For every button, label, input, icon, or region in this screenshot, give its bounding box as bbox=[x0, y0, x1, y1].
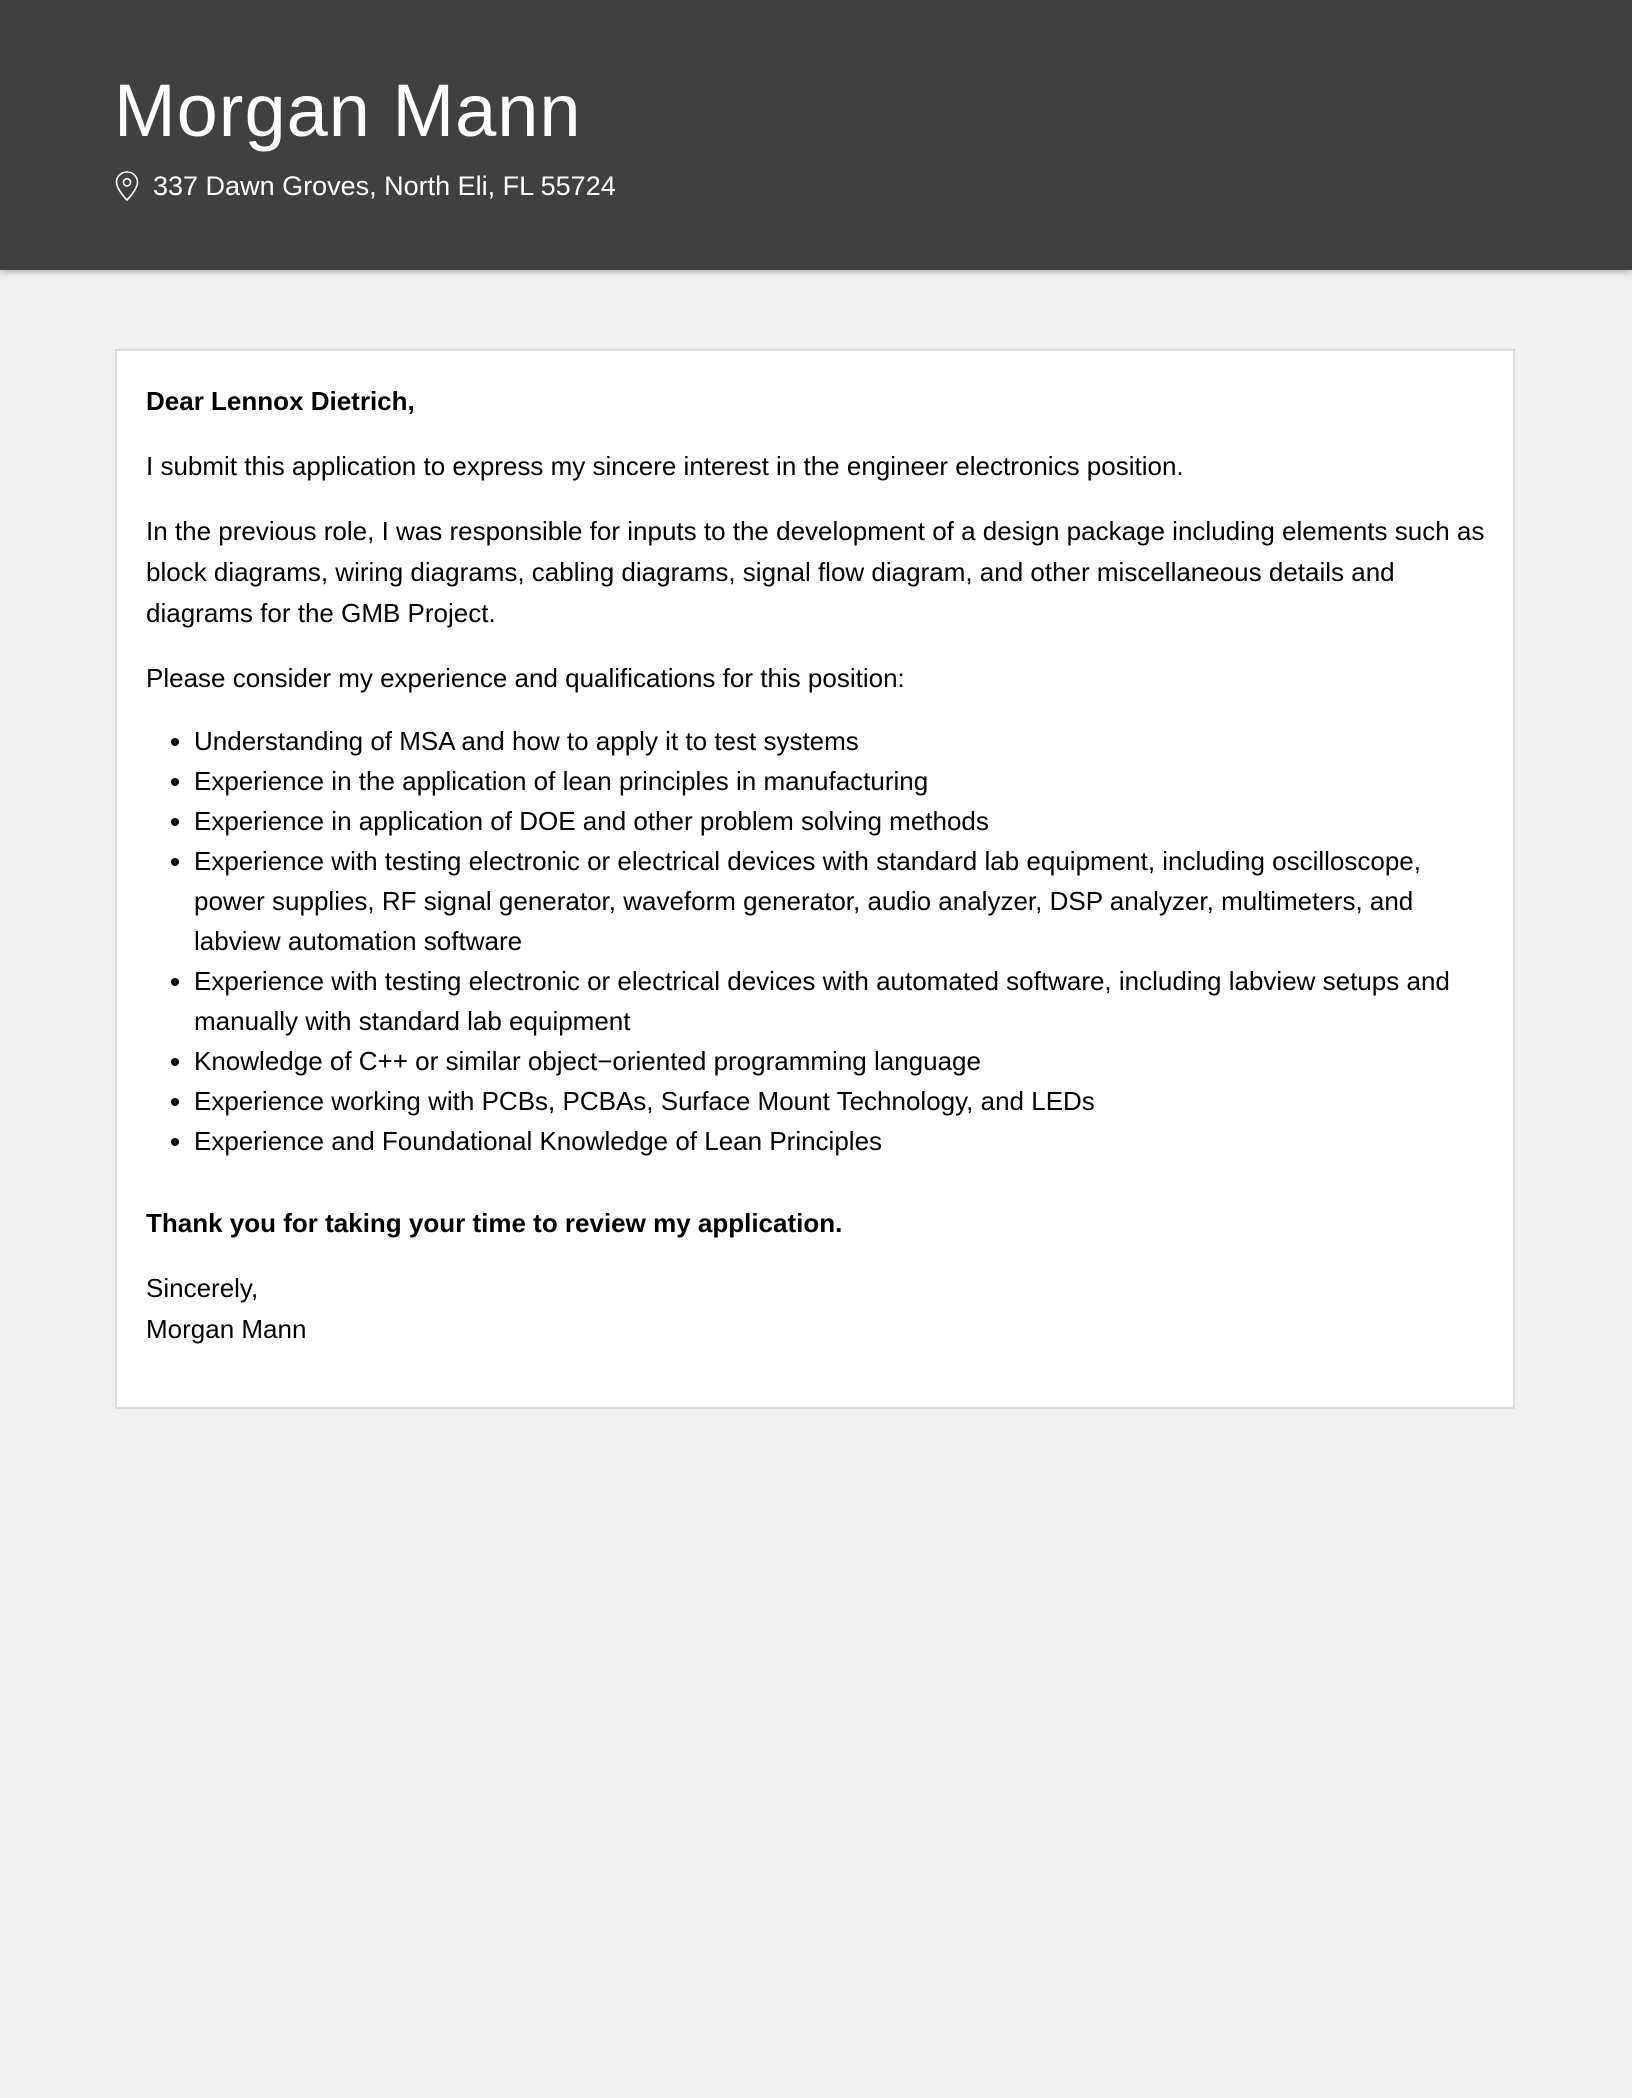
header-banner bbox=[0, 0, 1632, 270]
intro-paragraph: I submit this application to express my sincere interest in the engineer electronics position. bbox=[146, 451, 1184, 481]
thanks-line: Thank you for taking your time to review my application. bbox=[146, 1208, 843, 1238]
list-item: • Experience and Foundational Knowledge of Lean Principles bbox=[194, 1121, 1485, 1161]
applicant-name: Morgan Mann bbox=[114, 69, 582, 152]
list-item: • Experience with testing electronic or electrical devices with standard lab equipment, including oscilloscope, power supplies, RF signal generator, waveform generator, audio analyzer, DSP analyzer, multimeters, and labview automation software bbox=[194, 841, 1485, 961]
list-item: • Experience with testing electronic or electrical devices with automated software, including labview setups and manually with standard lab equipment bbox=[194, 961, 1485, 1041]
signature-name: Morgan Mann bbox=[146, 1314, 307, 1344]
location-pin-icon bbox=[114, 170, 140, 202]
letter-card bbox=[115, 349, 1515, 1409]
previous-role-paragraph: In the previous role, I was responsible for inputs to the development of a design package including elements such as block diagrams, wiring diagrams, cabling diagrams, signal flow diagram, and other miscellaneous details and diagrams for the GMB Project. bbox=[146, 516, 1485, 628]
list-item: • Experience in the application of lean principles in manufacturing bbox=[194, 761, 1485, 801]
list-item: • Knowledge of C++ or similar object−oriented programming language bbox=[194, 1041, 1485, 1081]
list-item: • Understanding of MSA and how to apply it to test systems bbox=[194, 721, 1485, 761]
closing-salutation: Sincerely, bbox=[146, 1273, 259, 1303]
closing-block bbox=[146, 1268, 1485, 1350]
list-item: • Experience in application of DOE and other problem solving methods bbox=[194, 801, 1485, 841]
list-item: • Experience working with PCBs, PCBAs, Surface Mount Technology, and LEDs bbox=[194, 1081, 1485, 1121]
consider-paragraph: Please consider my experience and qualifications for this position: bbox=[146, 663, 905, 693]
address-line bbox=[114, 166, 616, 206]
greeting: Dear Lennox Dietrich, bbox=[146, 386, 415, 416]
address-text: 337 Dawn Groves, North Eli, FL 55724 bbox=[153, 170, 616, 201]
qualifications-list bbox=[146, 721, 1485, 1161]
